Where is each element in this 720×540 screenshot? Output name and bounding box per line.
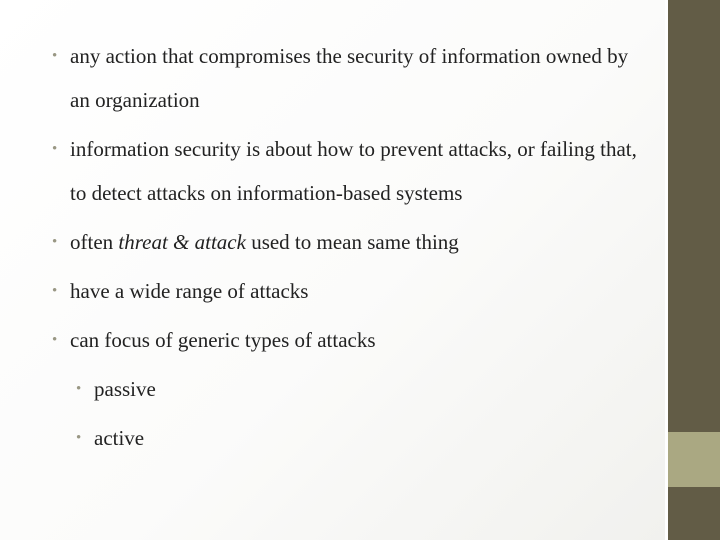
bullet-dot-icon: • <box>52 48 58 64</box>
bullet-item <box>52 269 642 313</box>
bullet-item <box>52 34 642 122</box>
sub-bullet-item <box>76 367 642 411</box>
sidebar-accent-block <box>668 432 720 487</box>
bullet-dot-icon: • <box>52 141 58 157</box>
bullet-item <box>52 318 642 362</box>
sub-bullet-item <box>76 416 642 460</box>
sub-bullet-text: passive <box>94 377 156 401</box>
bullet-item <box>52 127 642 215</box>
bullet-text: have a wide range of attacks <box>70 279 309 303</box>
bullet-item <box>52 220 642 264</box>
bullet-text: information security is about how to prevent attacks, or failing that, to detect attacks on information-based systems <box>70 137 637 205</box>
bullet-text: can focus of generic types of attacks <box>70 328 376 352</box>
bullet-dot-icon: • <box>52 332 58 348</box>
bullet-dot-icon: • <box>76 381 82 397</box>
bullet-dot-icon: • <box>52 234 58 250</box>
bullet-text-pre: often <box>70 230 119 254</box>
sub-bullet-text: active <box>94 426 145 450</box>
bullet-text-italic: threat & attack <box>118 230 246 254</box>
bullet-text-post: used to mean same thing <box>245 230 459 254</box>
bullet-text: any action that compromises the security of information owned by an organization <box>70 44 629 112</box>
bullet-dot-icon: • <box>76 430 82 446</box>
bullet-dot-icon: • <box>52 283 58 299</box>
bullet-list <box>52 34 642 465</box>
